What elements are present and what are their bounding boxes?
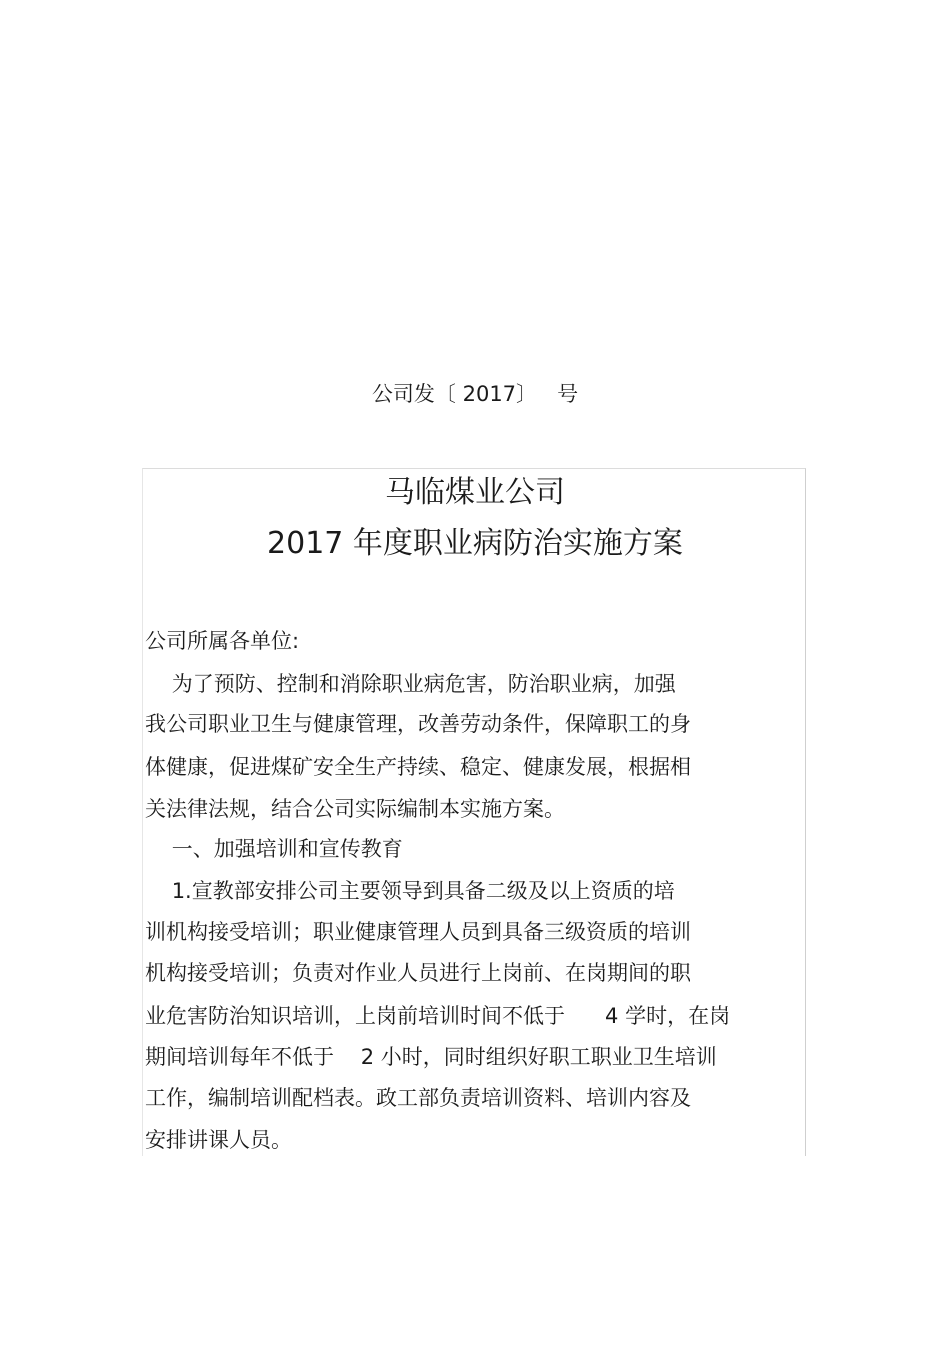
body-line: 安排讲课人员。 xyxy=(145,1128,292,1152)
body-line: 期间培训每年不低于 2 小时，同时组织好职工职业卫生培训 xyxy=(145,1045,717,1069)
body-line: 业危害防治知识培训，上岗前培训时间不低于 4 学时，在岗 xyxy=(145,1004,731,1028)
body-line: 体健康，促进煤矿安全生产持续、稳定、健康发展，根据相 xyxy=(145,755,691,779)
document-title-plan: 2017 年度职业病防治实施方案 xyxy=(267,526,683,561)
body-line: 工作，编制培训配档表。政工部负责培训资料、培训内容及 xyxy=(145,1086,691,1110)
body-line: 我公司职业卫生与健康管理，改善劳动条件，保障职工的身 xyxy=(145,712,691,736)
section-heading: 一、加强培训和宣传教育 xyxy=(145,837,403,861)
body-line: 机构接受培训；负责对作业人员进行上岗前、在岗期间的职 xyxy=(145,961,691,985)
body-line: 训机构接受培训；职业健康管理人员到具备三级资质的培训 xyxy=(145,920,691,944)
document-title-company: 马临煤业公司 xyxy=(385,475,565,510)
body-line: 1.宣教部安排公司主要领导到具备二级及以上资质的培 xyxy=(145,879,675,903)
document-number: 公司发〔 2017〕 号 xyxy=(371,382,579,406)
body-line: 关法律法规，结合公司实际编制本实施方案。 xyxy=(145,797,565,821)
salutation: 公司所属各单位: xyxy=(145,629,300,653)
body-line: 为了预防、控制和消除职业病危害，防治职业病，加强 xyxy=(145,672,676,696)
